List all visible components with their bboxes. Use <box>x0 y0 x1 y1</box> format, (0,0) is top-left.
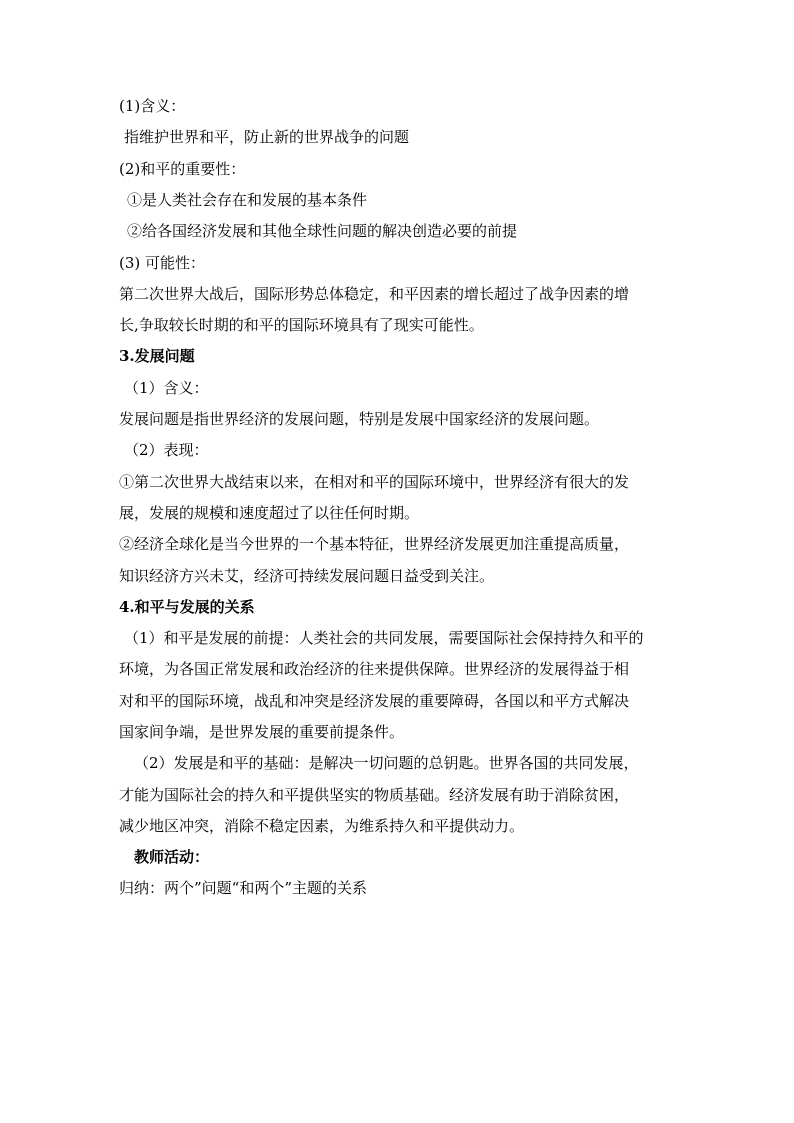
summary-line: 归纳：两个”问题“和两个”主题的关系 <box>119 879 368 897</box>
paragraph-development-meaning: 发展问题是指世界经济的发展问题，特别是发展中国家经济的发展问题。 <box>119 410 600 428</box>
subheading-meaning: (1)含义： <box>119 97 186 115</box>
list-item-importance-2: ②给各国经济发展和其他全球性问题的解决创造必要的前提 <box>127 222 518 240</box>
paragraph-relationship-2-line-3: 减少地区冲突，消除不稳定因素，为维系持久和平提供动力。 <box>119 817 525 835</box>
list-item-manifestation-2-line-1: ②经济全球化是当今世界的一个基本特征，世界经济发展更加注重提高质量， <box>119 535 630 553</box>
teacher-activity-heading: 教师活动： <box>134 848 210 866</box>
paragraph-meaning: 指维护世界和平，防止新的世界战争的问题 <box>124 128 410 146</box>
subheading-development-manifestation: （2）表现： <box>124 441 209 459</box>
paragraph-relationship-1-line-4: 国家间争端，是世界发展的重要前提条件。 <box>119 723 405 741</box>
paragraph-relationship-2-line-2: 才能为国际社会的持久和平提供坚实的物质基础。经济发展有助于消除贫困， <box>119 786 630 804</box>
section-heading-development: 3.发展问题 <box>119 347 195 365</box>
list-item-manifestation-2-line-2: 知识经济方兴未艾，经济可持续发展问题日益受到关注。 <box>119 567 495 585</box>
list-item-importance-1: ①是人类社会存在和发展的基本条件 <box>127 191 368 209</box>
subheading-development-meaning: （1）含义： <box>124 379 209 397</box>
list-item-manifestation-1-line-1: ①第二次世界大战结束以来，在相对和平的国际环境中，世界经济有很大的发 <box>119 473 630 491</box>
subheading-possibility: (3) 可能性： <box>119 254 206 272</box>
paragraph-possibility-line-1: 第二次世界大战后，国际形势总体稳定，和平因素的增长超过了战争因素的增 <box>119 285 630 303</box>
paragraph-relationship-1-line-2: 环境，为各国正常发展和政治经济的往来提供保障。世界经济的发展得益于相 <box>119 660 630 678</box>
paragraph-possibility-line-2: 长,争取较长时期的和平的国际环境具有了现实可能性。 <box>119 316 484 334</box>
list-item-manifestation-1-line-2: 展，发展的规模和速度超过了以往任何时期。 <box>119 504 420 522</box>
paragraph-relationship-1-line-1: （1）和平是发展的前提：人类社会的共同发展，需要国际社会保持持久和平的 <box>124 629 644 647</box>
paragraph-relationship-1-line-3: 对和平的国际环境，战乱和冲突是经济发展的重要障碍，各国以和平方式解决 <box>119 692 630 710</box>
section-heading-relationship: 4.和平与发展的关系 <box>119 598 255 616</box>
subheading-importance: (2)和平的重要性： <box>119 160 246 178</box>
paragraph-relationship-2-line-1: （2）发展是和平的基础：是解决一切问题的总钥匙。世界各国的共同发展， <box>134 754 639 772</box>
